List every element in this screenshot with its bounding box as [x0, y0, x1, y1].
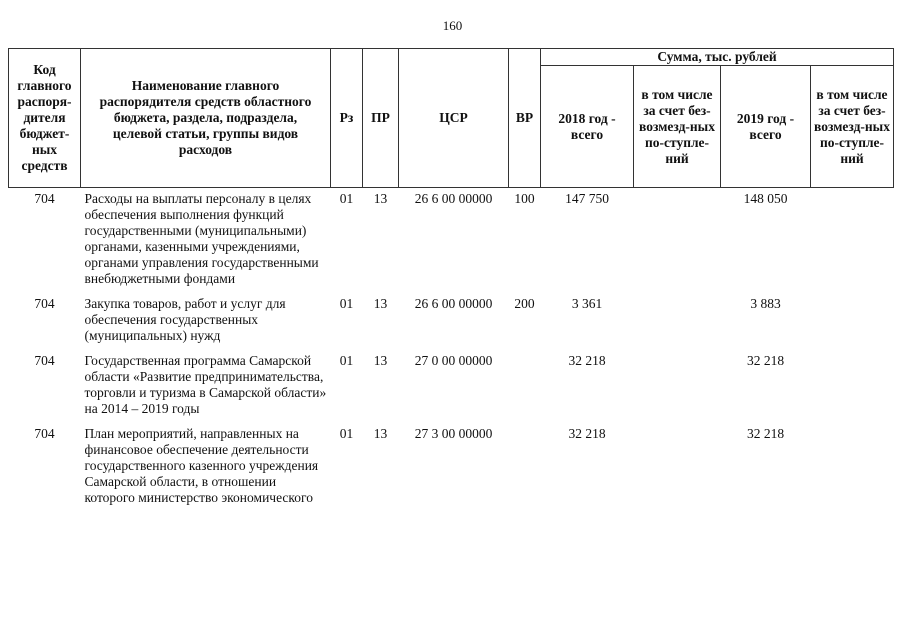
cell-code: 704 — [34, 426, 55, 441]
table-row — [9, 350, 894, 423]
cell-name: Расходы на выплаты персоналу в целях обеспечения выполнения функций государственными (муниципальными) органами, казенными учреждениями, органами управления государственными внебюджетными фондами — [84, 191, 319, 286]
cell-name: Государственная программа Самарской области «Развитие предпринимательства, торговли и туризма в Самарской области» на 2014 – 2019 годы — [84, 353, 327, 416]
cell-2018-free — [634, 350, 721, 423]
cell-vr: 200 — [514, 296, 535, 311]
header-sum: Сумма, тыс. рублей — [541, 49, 894, 66]
header-pr: ПР — [363, 49, 399, 188]
cell-vr — [509, 350, 541, 423]
cell-pr: 13 — [373, 353, 388, 368]
cell-csr: 26 6 00 00000 — [414, 296, 493, 311]
cell-2019-free — [811, 293, 894, 350]
header-rz: Рз — [331, 49, 363, 188]
cell-name: Закупка товаров, работ и услуг для обеспечения государственных (муниципальных) нужд — [84, 296, 286, 343]
cell-name: План мероприятий, направленных на финансовое обеспечение деятельности государственного казенного учреждения Самарской области, в отношении которого министерство экономического — [84, 426, 319, 505]
cell-2018: 32 218 — [568, 353, 606, 368]
cell-2019-free — [811, 350, 894, 423]
header-2018-free: в том числе за счет без-возмезд-ных по-ступле-ний — [634, 66, 721, 188]
table-row — [9, 293, 894, 350]
cell-vr — [509, 423, 541, 512]
cell-2019: 32 218 — [746, 353, 785, 368]
header-csr: ЦСР — [399, 49, 509, 188]
header-code: Код главного распоря-дителя бюджет-ных средств — [9, 49, 81, 188]
header-vr: ВР — [509, 49, 541, 188]
cell-pr: 13 — [373, 191, 388, 206]
page-number: 160 — [442, 18, 463, 33]
cell-2019-free — [811, 188, 894, 294]
cell-rz: 01 — [339, 191, 354, 206]
cell-csr: 27 0 00 00000 — [414, 353, 493, 368]
cell-2019-free — [811, 423, 894, 512]
cell-rz: 01 — [339, 296, 354, 311]
cell-rz: 01 — [339, 353, 354, 368]
cell-2018: 147 750 — [565, 191, 609, 206]
table-row — [9, 423, 894, 512]
cell-2018: 32 218 — [568, 426, 606, 441]
table-row — [9, 188, 894, 294]
header-name: Наименование главного распорядителя средств областного бюджета, раздела, подраздела, целевой статьи, группы видов расходов — [81, 49, 331, 188]
cell-csr: 27 3 00 00000 — [414, 426, 493, 441]
cell-code: 704 — [34, 296, 55, 311]
cell-vr: 100 — [514, 191, 535, 206]
cell-2018-free — [634, 423, 721, 512]
cell-2018-free — [634, 293, 721, 350]
cell-rz: 01 — [339, 426, 354, 441]
header-2019: 2019 год - всего — [721, 66, 811, 188]
cell-2018: 3 361 — [571, 296, 603, 311]
cell-pr: 13 — [373, 426, 388, 441]
cell-2019: 32 218 — [746, 426, 785, 441]
cell-code: 704 — [34, 353, 55, 368]
header-2018: 2018 год - всего — [541, 66, 634, 188]
cell-code: 704 — [34, 191, 55, 206]
cell-2019: 3 883 — [750, 296, 781, 311]
cell-2019: 148 050 — [743, 191, 788, 206]
cell-csr: 26 6 00 00000 — [414, 191, 493, 206]
cell-pr: 13 — [373, 296, 388, 311]
budget-table — [8, 48, 894, 512]
cell-2018-free — [634, 188, 721, 294]
header-2019-free: в том числе за счет без-возмезд-ных по-ступле-ний — [811, 66, 894, 188]
